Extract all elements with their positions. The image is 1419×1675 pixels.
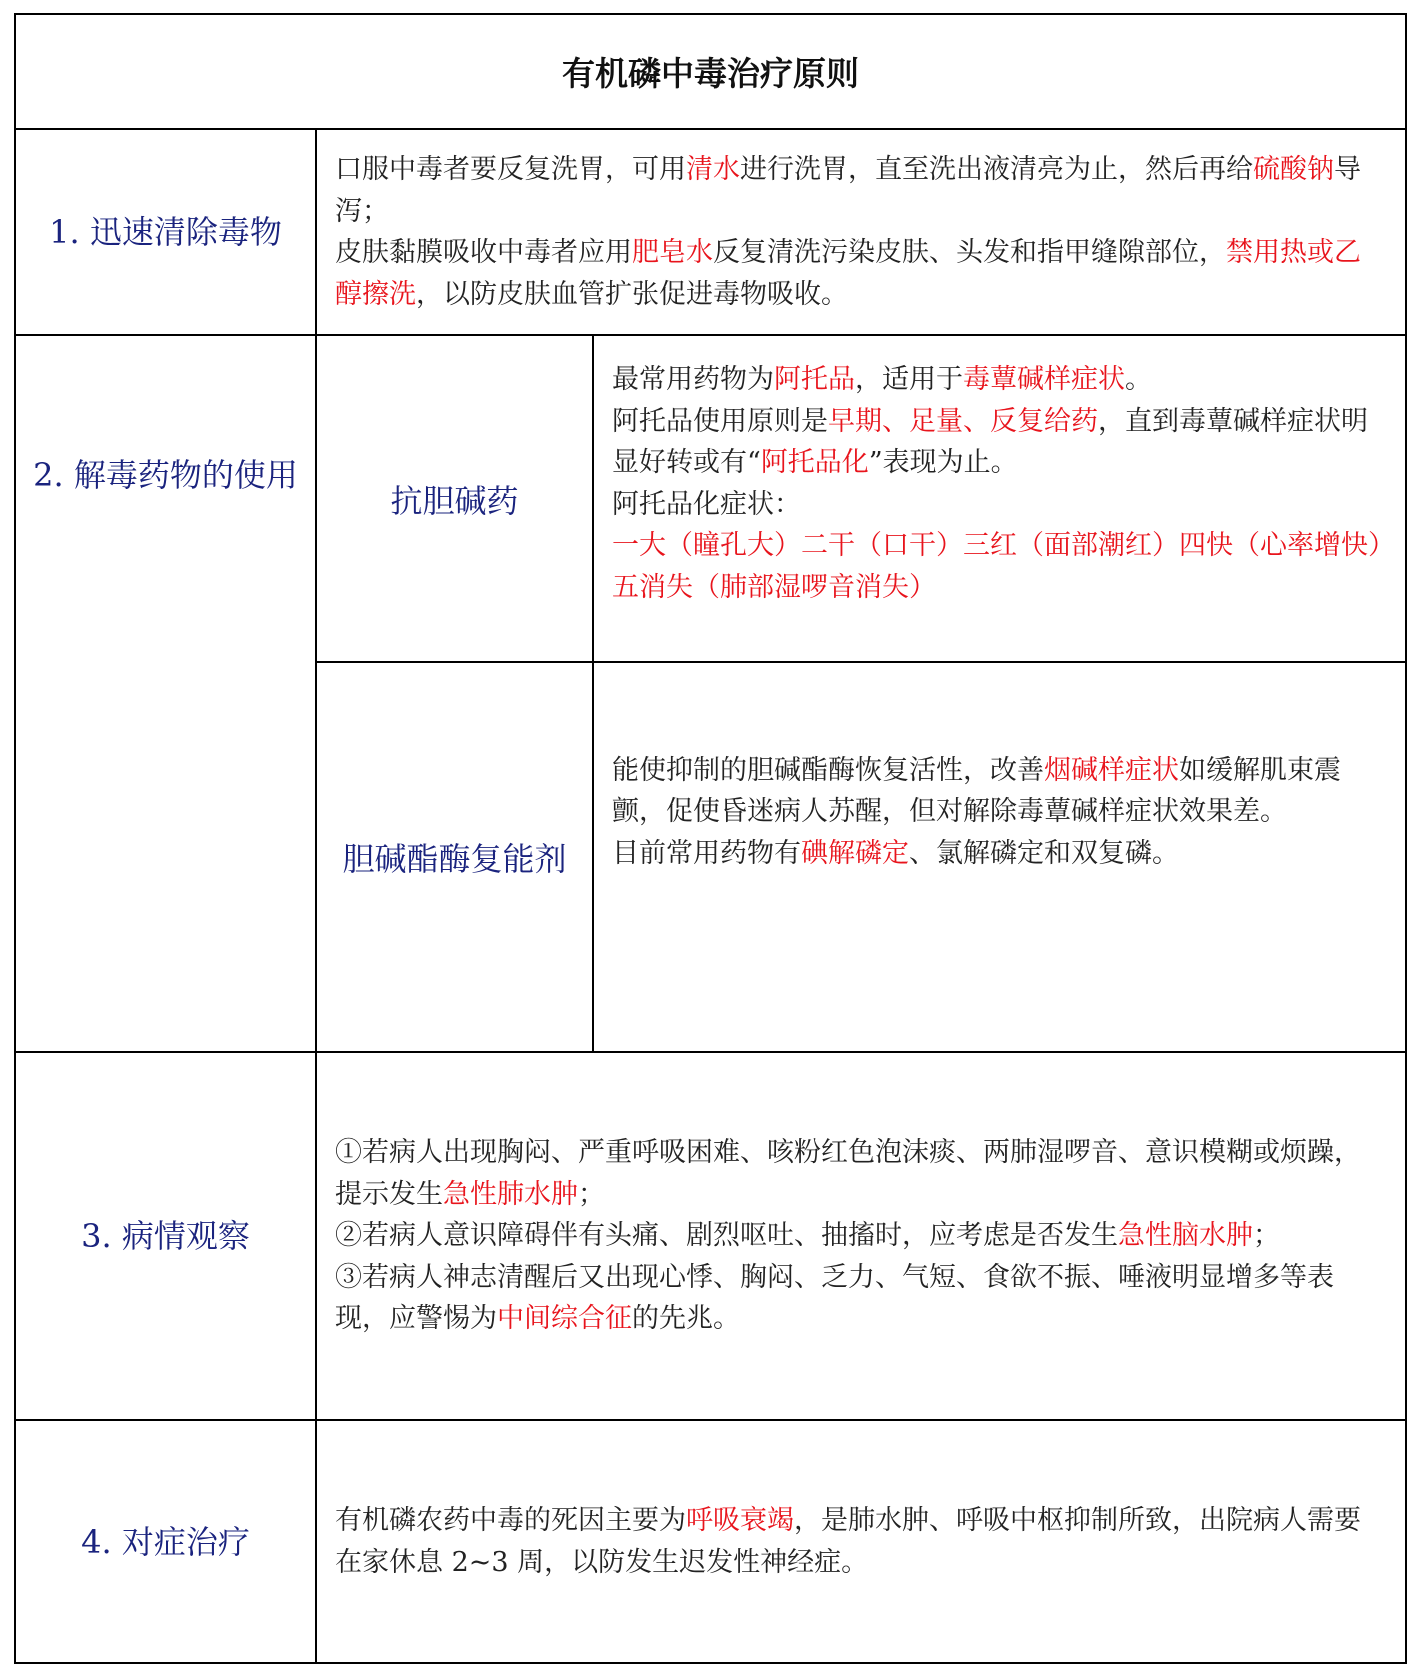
paragraph (612, 833, 1387, 875)
highlight-text: 阿托品化 (760, 447, 869, 478)
text: 。 (1125, 364, 1152, 395)
highlight-text: 烟碱样症状 (1044, 754, 1179, 786)
text: 阿托品使用原则是 (612, 405, 828, 437)
highlight-text: 急性脑水肿 (1118, 1220, 1253, 1252)
highlight-text: 急性肺水肿 (443, 1178, 578, 1210)
paragraph (335, 1132, 1387, 1215)
text: 、氯解磷定和双复磷。 (909, 837, 1179, 869)
highlight-text: 早期、足量、反复给药 (828, 405, 1098, 437)
text: ①若病人出现胸闷、严重呼吸困难、咳粉红色泡沫痰、两肺湿啰音、意识模糊或烦躁，提示发生 (335, 1137, 1361, 1210)
highlight-text: 禁用热或乙醇擦洗 (335, 237, 1361, 310)
paragraph (335, 1215, 1387, 1257)
text: 口服中毒者要反复洗胃，可用 (335, 154, 686, 185)
treatment-table (14, 13, 1407, 1664)
paragraph (335, 1257, 1387, 1340)
text: 反复清洗污染皮肤、头发和指甲缝隙部位， (713, 237, 1226, 268)
text: ③若病人神志清醒后又出现心悸、胸闷、乏力、气短、食欲不振、唾液明显增多等表现，应警惕为 (335, 1261, 1334, 1335)
text: 能使抑制的胆碱酯酶恢复活性，改善 (612, 754, 1044, 786)
section-content-1 (316, 129, 1406, 335)
section-label-4: 4. 对症治疗 (15, 1420, 316, 1663)
paragraph (612, 401, 1387, 484)
highlight-text: 清水 (686, 154, 740, 185)
text: 有机磷农药中毒的死因主要为 (335, 1505, 686, 1536)
section-content-3 (316, 1052, 1406, 1420)
highlight-text: 中间综合征 (497, 1303, 632, 1335)
text: 进行洗胃，直至洗出液清亮为止，然后再给 (740, 154, 1253, 185)
section-label-2: 2. 解毒药物的使用 (15, 335, 316, 1052)
section-label-1: 1. 迅速清除毒物 (15, 129, 316, 335)
section-row-1 (15, 129, 1406, 335)
paragraph (612, 750, 1387, 833)
text: 的先兆。 (632, 1303, 740, 1335)
paragraph (335, 149, 1387, 232)
section-row-2a (15, 335, 1406, 662)
text: 目前常用药物有 (612, 837, 801, 869)
text: ； (1253, 1220, 1280, 1252)
highlight-text: 毒蕈碱样症状 (963, 364, 1125, 395)
text: ②若病人意识障碍伴有头痛、剧烈呕吐、抽搐时，应考虑是否发生 (335, 1220, 1118, 1252)
highlight-text: 阿托品 (774, 364, 855, 395)
section-label-3: 3. 病情观察 (15, 1052, 316, 1420)
subsection-content-reactivator (593, 662, 1406, 1052)
section-content-4 (316, 1420, 1406, 1663)
text: 导泻； (335, 154, 1361, 227)
highlight-text: 硫酸钠 (1253, 154, 1334, 185)
paragraph (612, 359, 1387, 401)
highlight-text: 碘解磷定 (801, 837, 909, 869)
text: ，直到毒蕈碱样症状明显好转或有“ (612, 405, 1368, 478)
atropinization-signs: 一大（瞳孔大）二干（口干）三红（面部潮红）四快（心率增快）五消失（肺部湿啰音消失） (612, 530, 1382, 603)
text: 皮肤黏膜吸收中毒者应用 (335, 237, 632, 268)
text: ； (578, 1178, 605, 1210)
text: ，是肺水肿、呼吸中枢抑制所致，出院病人需要在家休息 2~3 周，以防发生迟发性神经症。 (335, 1505, 1361, 1578)
text: ，适用于 (855, 364, 963, 395)
text: 最常用药物为 (612, 364, 774, 395)
subsection-label-reactivator: 胆碱酯酶复能剂 (316, 662, 593, 1052)
table-title: 有机磷中毒治疗原则 (15, 14, 1406, 129)
text: ”表现为止。 (868, 447, 1018, 478)
title-row (15, 14, 1406, 129)
paragraph (335, 232, 1387, 315)
text: 如缓解肌束震颤，促使昏迷病人苏醒，但对解除毒蕈碱样症状效果差。 (612, 754, 1341, 828)
highlight-text: 肥皂水 (632, 237, 713, 268)
subsection-content-anticholinergic (593, 335, 1406, 662)
subsection-label-anticholinergic: 抗胆碱药 (316, 335, 593, 662)
paragraph: 阿托品化症状： (612, 488, 801, 520)
text: ，以防皮肤血管扩张促进毒物吸收。 (416, 278, 848, 310)
section-row-4 (15, 1420, 1406, 1663)
section-row-3 (15, 1052, 1406, 1420)
highlight-text: 呼吸衰竭 (686, 1505, 794, 1536)
paragraph (335, 1500, 1387, 1583)
